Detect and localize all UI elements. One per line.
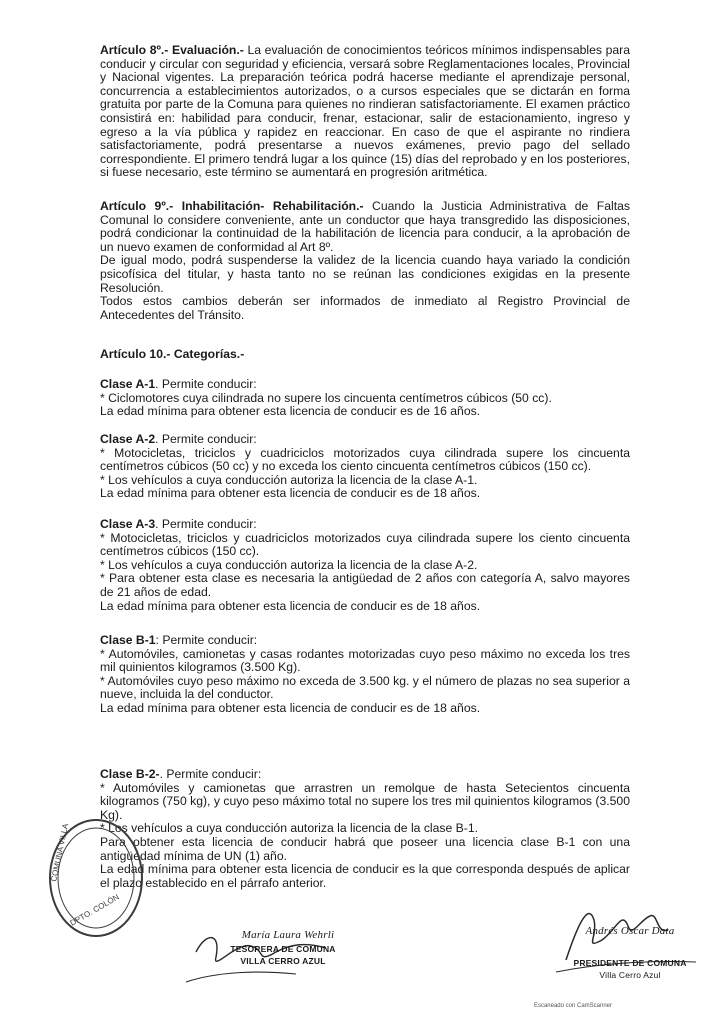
class-a1 [100, 378, 630, 419]
article-8-body: La evaluación de conocimientos teóricos mínimos indispensables para conducir y circular con seguridad y eficiencia, versará sobre Reglamentaciones locales, Provincial y Nacional vigentes. La preparación teórica podrá hacerse mediante el aprendizaje personal, concurrencia a establecimientos autorizados, o a cursos especiales que se dictarán en forma gratuita por parte de la Comuna para quienes no rindieran satisfactoriamente. El examen práctico consistirá en: habilidad para conducir, frenar, estacionar, salir de estacionamiento, ingreso y egreso a la vía pública y rapidez en reaccionar. En caso de que el aspirante no rindiera satisfactoriamente, podrá presentarse a nuevos exámenes, previo pago del sellado correspondiente. El primero tendrá lugar a los quince (15) días del reprobado y en los posteriores, si fuese necesario, este término se aumentará en progresión aritmética. [100, 43, 631, 180]
svg-text:COMUNA VILLA: COMUNA VILLA [49, 822, 71, 883]
class-a2-line-3: La edad mínima para obtener esta licencia de conducir es de 18 años. [100, 486, 481, 501]
scanner-footer: Escaneado con CamScanner [533, 1003, 612, 1009]
president-name: Andrés Oscar Data [585, 925, 675, 937]
article-8 [100, 44, 630, 180]
treasurer-name: María Laura Wehrli [241, 929, 335, 941]
class-a1-intro: . Permite conducir: [155, 377, 257, 391]
class-b1-line-1: * Automóviles, camionetas y casas rodantes motorizadas cuyo peso máximo no exceda los tres mil quinientos kilogramos (3.500 Kg). [100, 646, 630, 675]
class-b2-title: Clase B-2- [100, 767, 160, 781]
class-a3-line-4: La edad mínima para obtener esta licencia de conducir es de 18 años. [100, 598, 481, 613]
article-8-heading: Artículo 8º.- Evaluación.- [100, 43, 244, 57]
class-b1 [100, 634, 630, 716]
class-b2-line-1: * Automóviles y camionetas que arrastren un remolque de hasta Setecientos cincuenta kilogramos (750 kg), y cuyo peso máximo total no supere los tres mil quinientos kilogramos (3.500 Kg). [100, 780, 630, 822]
class-a3 [100, 518, 630, 613]
article-9-body-3: Todos estos cambios deberán ser informados de inmediato al Registro Provincial de Antecedentes del Tránsito. [100, 294, 630, 322]
class-b2-line-3: Para obtener esta licencia de conducir habrá que poseer una licencia clase B-1 con una antigüedad mínima de UN (1) año. [100, 834, 630, 863]
class-a2-title: Clase A-2 [100, 432, 156, 446]
official-seal [42, 812, 146, 942]
president-title: PRESIDENTE DE COMUNA [573, 958, 687, 968]
article-10-heading: Artículo 10.- Categorías.- [100, 347, 245, 361]
class-b1-line-2: * Automóviles cuyo peso máximo no exceda de 3.500 kg. y el número de plazas no sea superior a nueve, incluida la del conductor. [100, 673, 630, 702]
class-b1-title: Clase B-1 [100, 633, 156, 647]
class-a3-intro: . Permite conducir: [155, 517, 257, 531]
class-a1-title: Clase A-1 [100, 377, 156, 391]
svg-text:DPTO. COLÓN: DPTO. COLÓN [68, 892, 121, 928]
article-9-body-1: Cuando la Justicia Administrativa de Faltas Comunal lo considere conveniente, ante un conductor que haya transgredido las disposiciones, podrá condicionar la continuidad de la habilitación de licencia para conducir, a la aprobación de un nuevo examen de conformidad al Art 8º. [100, 199, 630, 254]
class-a3-line-1: * Motocicletas, triciclos y cuadriciclos motorizados cuya cilindrada supere los ciento cincuenta centímetros cúbicos (150 cc). [100, 530, 630, 559]
article-10 [100, 348, 630, 362]
article-9-heading: Artículo 9º.- Inhabilitación- Rehabilitación.- [100, 199, 364, 213]
class-b2-line-2: * Los vehículos a cuya conducción autoriza la licencia de la clase B-1. [100, 821, 479, 836]
article-9-body-2: De igual modo, podrá suspenderse la validez de la licencia cuando haya variado la condición psicofísica del titular, y hasta tanto no se reúnan las condiciones exigidas en la presente Resolución. [100, 253, 630, 295]
class-a3-line-3: * Para obtener esta clase es necesaria la antigüedad de 2 años con categoría A, salvo mayores de 21 años de edad. [100, 571, 630, 599]
class-b2 [100, 768, 630, 890]
class-b2-line-4: La edad mínima para obtener esta licencia de conducir es la que corresponda después de aplicar el plazo establecido en el párrafo anterior. [100, 862, 630, 890]
class-b1-line-3: La edad mínima para obtener esta licencia de conducir es de 18 años. [100, 700, 481, 715]
class-a1-line-1: * Ciclomotores cuya cilindrada no supere los cincuenta centímetros cúbicos (50 cc). [100, 390, 552, 405]
treasurer-locality: VILLA CERRO AZUL [240, 956, 326, 966]
president-locality: Villa Cerro Azul [599, 970, 661, 980]
class-a3-title: Clase A-3 [100, 517, 156, 531]
class-a2-intro: . Permite conducir: [155, 432, 257, 446]
class-a2 [100, 433, 630, 501]
class-b1-intro: : Permite conducir: [155, 633, 258, 647]
article-9 [100, 200, 630, 322]
treasurer-title: TESORERA DE COMUNA [230, 944, 336, 954]
class-b2-intro: . Permite conducir: [159, 767, 262, 781]
class-a3-line-2: * Los vehículos a cuya conducción autoriza la licencia de la clase A-2. [100, 557, 478, 572]
class-a1-line-2: La edad mínima para obtener esta licencia de conducir es de 16 años. [100, 404, 481, 419]
class-a2-line-1: * Motocicletas, triciclos y cuadriciclos motorizados cuya cilindrada supere los cincuenta centímetros cúbicos (50 cc) y no exceda los ciento cincuenta centímetros cúbicos (150 cc). [100, 445, 630, 474]
class-a2-line-2: * Los vehículos a cuya conducción autoriza la licencia de la clase A-1. [100, 472, 478, 487]
